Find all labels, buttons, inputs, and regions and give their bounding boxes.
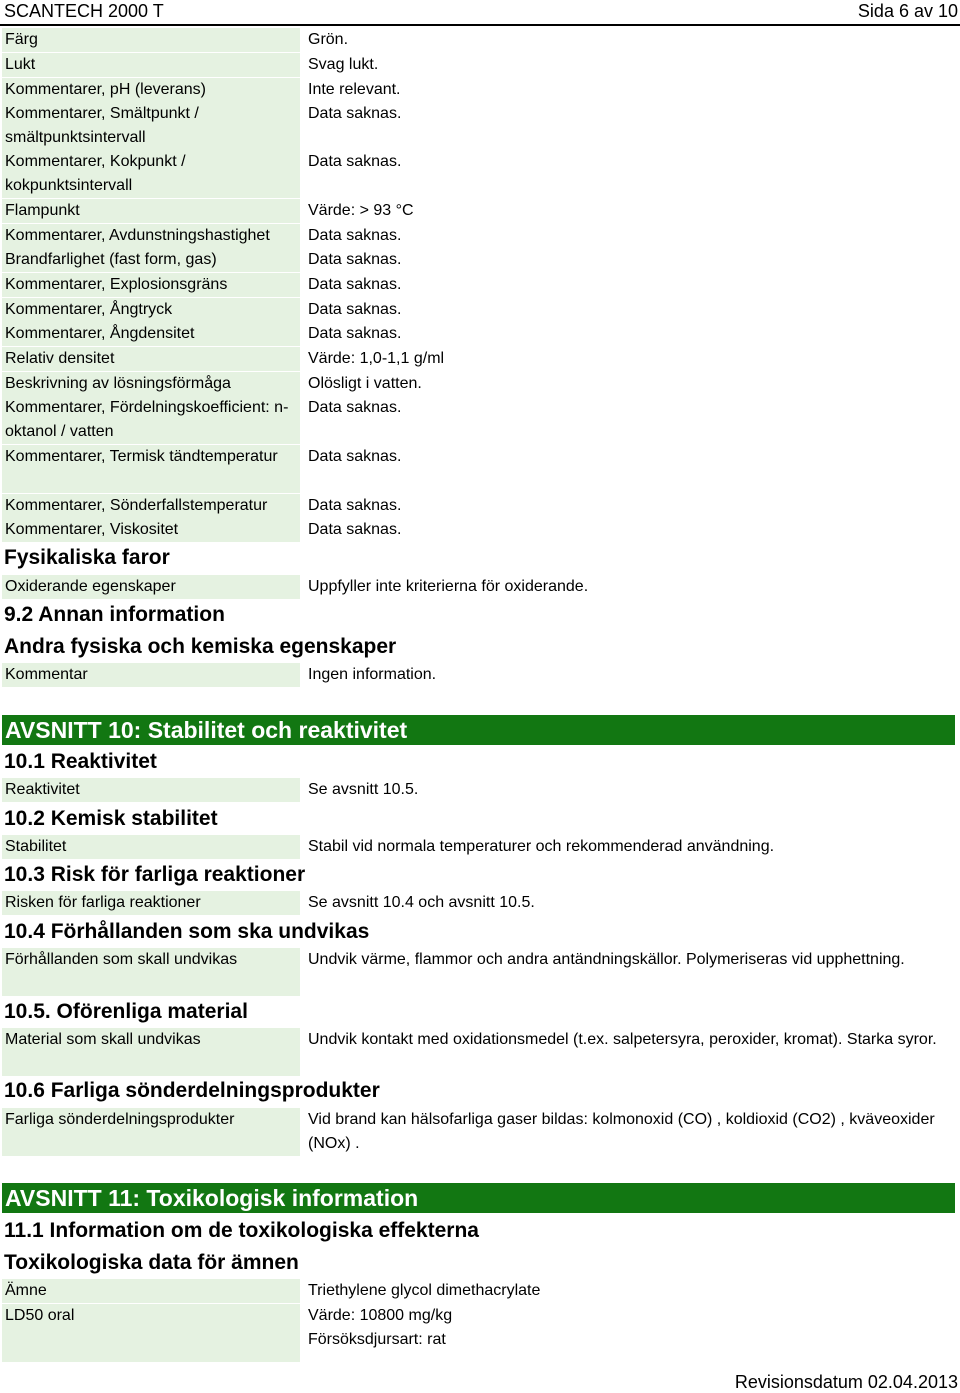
row-value: Data saknas. bbox=[308, 448, 402, 465]
row-label: Förhållanden som skall undvikas bbox=[2, 948, 300, 996]
table-row bbox=[2, 518, 958, 542]
row-label: Kommentarer, Smältpunkt / smältpunktsintervall bbox=[2, 102, 300, 150]
row-value: Data saknas. bbox=[308, 497, 402, 514]
row-value: Triethylene glycol dimethacrylate bbox=[308, 1282, 541, 1299]
row-value: Grön. bbox=[308, 31, 349, 48]
row-label: Relativ densitet bbox=[2, 347, 300, 371]
table-row bbox=[2, 347, 958, 371]
row-label: Material som skall undvikas bbox=[2, 1028, 300, 1076]
row-label: Kommentarer, Ångtryck bbox=[2, 298, 300, 322]
row-label: Lukt bbox=[2, 53, 300, 77]
row-label: Kommentarer, Kokpunkt / kokpunktsintervall bbox=[2, 150, 300, 198]
row-value: Ingen information. bbox=[308, 666, 437, 683]
row-value: Undvik kontakt med oxidationsmedel (t.ex. salpetersyra, peroxider, kromat). Starka syror. bbox=[308, 1031, 937, 1048]
table-row bbox=[2, 1279, 958, 1303]
row-label: Kommentar bbox=[2, 663, 300, 687]
table-row bbox=[2, 298, 958, 322]
row-label: Kommentarer, Explosionsgräns bbox=[2, 273, 300, 297]
subsection-heading: 10.6 Farliga sönderdelningsprodukter bbox=[4, 1079, 380, 1102]
table-row bbox=[2, 663, 958, 687]
row-value: Data saknas. bbox=[308, 251, 402, 268]
table-row bbox=[2, 1108, 958, 1156]
row-value: Data saknas. bbox=[308, 227, 402, 244]
row-value: Svag lukt. bbox=[308, 56, 379, 73]
row-value: Uppfyller inte kriterierna för oxiderande. bbox=[308, 578, 589, 595]
table-row bbox=[2, 102, 958, 150]
table-row bbox=[2, 199, 958, 223]
table-row bbox=[2, 53, 958, 77]
subsection-heading: 10.4 Förhållanden som ska undvikas bbox=[4, 920, 370, 943]
row-value: Data saknas. bbox=[308, 399, 402, 416]
table-row bbox=[2, 1304, 958, 1362]
table-row bbox=[2, 778, 958, 802]
subsection-heading: 10.5. Oförenliga material bbox=[4, 1000, 248, 1023]
row-label: Stabilitet bbox=[2, 835, 300, 859]
row-value: Vid brand kan hälsofarliga gaser bildas: kolmonoxid (CO) , koldioxid (CO2) , kväveoxider (NOx) . bbox=[308, 1111, 935, 1152]
row-value: Data saknas. bbox=[308, 276, 402, 293]
row-label: Kommentarer, Termisk tändtemperatur bbox=[2, 445, 300, 493]
table-row bbox=[2, 372, 958, 396]
table-row bbox=[2, 78, 958, 102]
row-label: Kommentarer, Ångdensitet bbox=[2, 322, 300, 346]
table-row bbox=[2, 28, 958, 52]
section-10-banner: AVSNITT 10: Stabilitet och reaktivitet bbox=[2, 715, 955, 745]
fysikaliska-faror-heading: Fysikaliska faror bbox=[4, 546, 170, 569]
andra-egenskaper-heading: Andra fysiska och kemiska egenskaper bbox=[4, 635, 397, 658]
table-row bbox=[2, 891, 958, 915]
row-label: Brandfarlighet (fast form, gas) bbox=[2, 248, 300, 272]
row-value: Undvik värme, flammor och andra antändningskällor. Polymeriseras vid upphettning. bbox=[308, 951, 905, 968]
row-value: Värde: 1,0-1,1 g/ml bbox=[308, 350, 445, 367]
table-row bbox=[2, 835, 958, 859]
row-label: Reaktivitet bbox=[2, 778, 300, 802]
annan-information-heading: 9.2 Annan information bbox=[4, 603, 225, 626]
header-divider bbox=[0, 24, 960, 26]
subsection-heading: 10.2 Kemisk stabilitet bbox=[4, 807, 218, 830]
table-row bbox=[2, 396, 958, 444]
row-label: Oxiderande egenskaper bbox=[2, 575, 300, 599]
row-label: Farliga sönderdelningsprodukter bbox=[2, 1108, 300, 1156]
row-value: Försöksdjursart: rat bbox=[308, 1331, 446, 1348]
row-label: Kommentarer, Fördelningskoefficient: n-oktanol / vatten bbox=[2, 396, 300, 444]
table-row bbox=[2, 948, 958, 996]
row-label: Flampunkt bbox=[2, 199, 300, 223]
subsection-heading: 11.1 Information om de toxikologiska effekterna bbox=[4, 1219, 479, 1242]
table-row bbox=[2, 575, 958, 599]
row-value: Se avsnitt 10.5. bbox=[308, 781, 419, 798]
table-row bbox=[2, 1028, 958, 1076]
table-row bbox=[2, 445, 958, 493]
row-value: Data saknas. bbox=[308, 105, 402, 122]
row-value: Data saknas. bbox=[308, 521, 402, 538]
row-value: Data saknas. bbox=[308, 153, 402, 170]
row-value: Data saknas. bbox=[308, 301, 402, 318]
row-label: Kommentarer, Sönderfallstemperatur bbox=[2, 494, 300, 518]
row-value: Värde: 10800 mg/kg bbox=[308, 1307, 453, 1324]
row-value: Data saknas. bbox=[308, 325, 402, 342]
revision-date: Revisionsdatum 02.04.2013 bbox=[734, 1372, 958, 1392]
table-row bbox=[2, 150, 958, 198]
row-label: Ämne bbox=[2, 1279, 300, 1303]
subsection-heading: Toxikologiska data för ämnen bbox=[4, 1251, 299, 1274]
table-row bbox=[2, 224, 958, 248]
product-name: SCANTECH 2000 T bbox=[4, 1, 164, 21]
row-label: Kommentarer, Viskositet bbox=[2, 518, 300, 542]
row-label: Beskrivning av lösningsförmåga bbox=[2, 372, 300, 396]
table-row bbox=[2, 494, 958, 518]
row-label: Kommentarer, pH (leverans) bbox=[2, 78, 300, 102]
table-row bbox=[2, 273, 958, 297]
page-number: Sida 6 av 10 bbox=[857, 1, 958, 21]
section-11-banner: AVSNITT 11: Toxikologisk information bbox=[2, 1183, 955, 1213]
row-value: Inte relevant. bbox=[308, 81, 401, 98]
row-value: Olösligt i vatten. bbox=[308, 375, 422, 392]
row-label: Risken för farliga reaktioner bbox=[2, 891, 300, 915]
table-row bbox=[2, 322, 958, 346]
row-value: Stabil vid normala temperaturer och rekommenderad användning. bbox=[308, 838, 775, 855]
subsection-heading: 10.3 Risk för farliga reaktioner bbox=[4, 863, 306, 886]
row-label: LD50 oral bbox=[2, 1304, 300, 1362]
table-row bbox=[2, 248, 958, 272]
subsection-heading: 10.1 Reaktivitet bbox=[4, 750, 157, 773]
row-label: Kommentarer, Avdunstningshastighet bbox=[2, 224, 300, 248]
row-value: Värde: > 93 °C bbox=[308, 202, 414, 219]
row-value: Se avsnitt 10.4 och avsnitt 10.5. bbox=[308, 894, 535, 911]
row-label: Färg bbox=[2, 28, 300, 52]
